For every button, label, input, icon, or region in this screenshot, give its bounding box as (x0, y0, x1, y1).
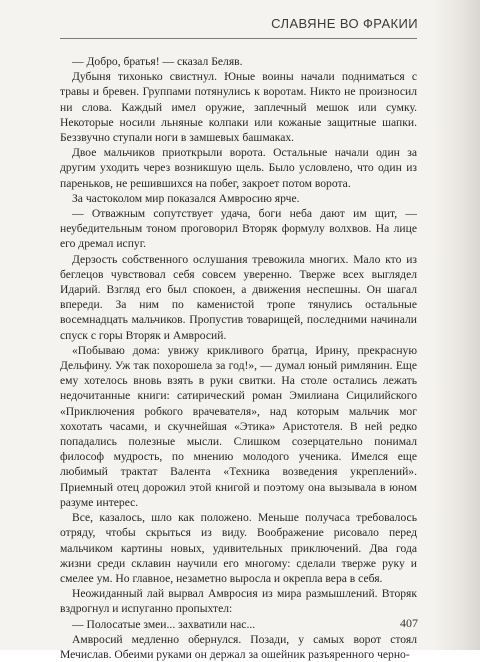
body-text (60, 54, 417, 662)
paragraph: Двое мальчиков приоткрыли ворота. Остальные начали один за другим уходить через возникшую щель. Было условлено, что один из пареньков, не решившихся на побег, закроет потом ворота. (60, 146, 417, 190)
paragraph: Все, казалось, шло как положено. Меньше получаса требовалось отряду, чтобы скрыться из виду. Воображение рисовало перед мальчиком картины новых, удивительных приключений. Два года жизни среди склавин научили его многому: сделали тверже руку и смелее ум. Но главное, незаметно выросла и окрепла вера в себя. (60, 511, 417, 585)
paragraph: — Полосатые змеи... захватили нас... (72, 617, 256, 631)
paragraph: Амвросий медленно обернулся. Позади, у самых ворот стоял Мечислав. Обеими руками он держал за ошейник разъяренного черно- (60, 632, 417, 661)
header-rule (60, 38, 417, 39)
paragraph: Дерзость собственного ослушания тревожила многих. Мало кто из беглецов чувствовал себя совсем уверенно. Тверже всех выглядел Идарий. Взгляд его был спокоен, а движения неспешны. Он шагал впереди. За ним по каменистой тропе тянулись остальные восемнадцать мальчиков. Пропустив товарищей, последними начинали спуск с горы Вторяк и Амвросий. (60, 252, 417, 342)
page-gutter-shadow (434, 0, 480, 650)
running-head: СЛАВЯНЕ ВО ФРАКИИ (271, 16, 418, 31)
paragraph: — Добро, братья! — сказал Беляв. (72, 55, 243, 68)
paragraph: Дубыня тихонько свистнул. Юные воины начали подниматься с травы и бревен. Группами потянулись к воротам. Никто не произносил ни слова. Каждый имел оружие, заплечный мешок или сумку. Некоторые носили льняные колпаки или кожаные защитные шапки. Беззвучно ступали ноги в замшевых башмаках. (60, 70, 417, 145)
paragraph: За частоколом мир показался Амвросию ярче. (72, 191, 300, 205)
page-number: 407 (400, 616, 418, 630)
paragraph: «Побываю дома: увижу крикливого братца, Ирину, прекрасную Дельфину. Уж так похорошела за год!», — думал юный римлянин. Еще ему хотелось вновь взять в руки свитки. На столе остались лежать недочитанные книги: сатирический роман Эмилиана Сицилийского «Приключения робкого врачевателя», над которым мальчик мог хохотать часами, и скучнейшая «Этика» Аристотеля. В ней редко попадались полезные мысли. Слишком созерцательно понимал философ мудрость, по мнению молодого ученика. Имелся еще любимый трактат Валента «Техника возведения укреплений». Приемный отец дорожил этой книгой и поэтому она вызывала в юном разуме интерес. (60, 343, 417, 509)
paragraph: — Отважным сопутствует удача, боги неба дают им щит, — неубедительным тоном проговорил Вторяк формулу волхвов. На лице его дремал испуг. (60, 207, 417, 251)
paragraph: Неожиданный лай вырвал Амвросия из мира размышлений. Вторяк вздрогнул и испуганно пропыхтел: (60, 587, 417, 616)
